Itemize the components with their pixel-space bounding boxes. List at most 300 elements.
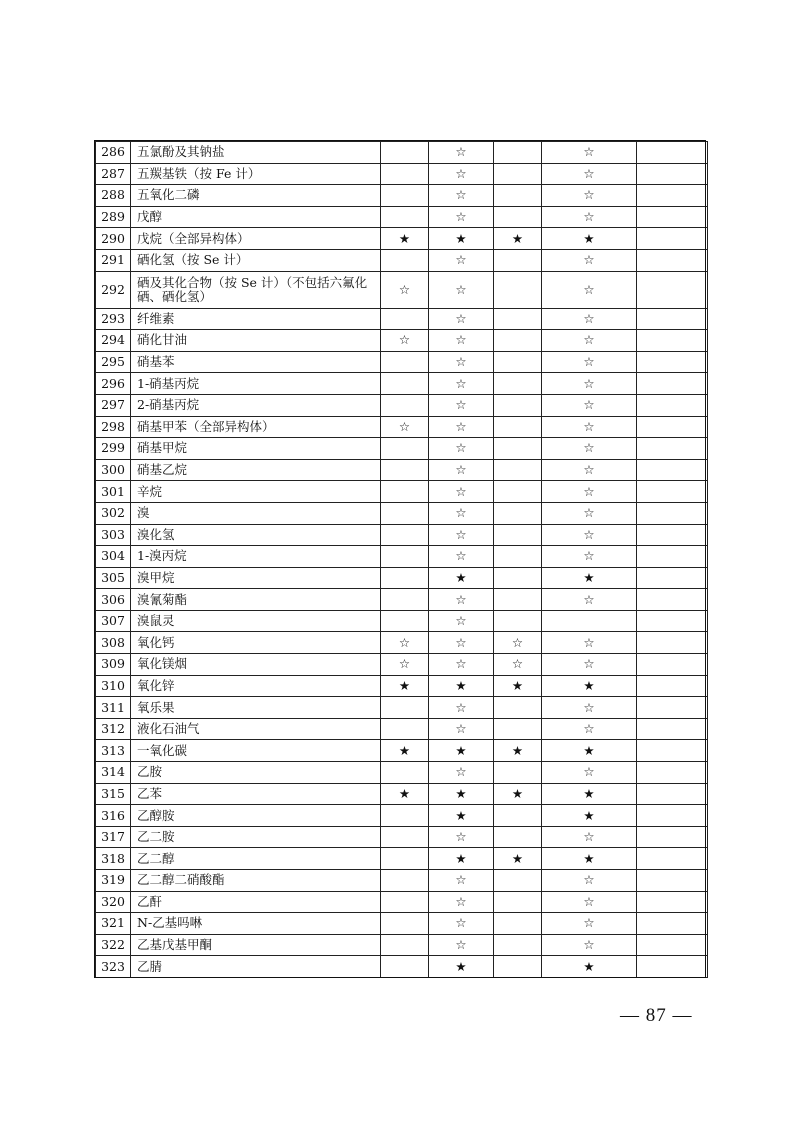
mark-cell (494, 546, 542, 568)
mark-cell: ★ (381, 228, 429, 250)
mark-cell (494, 502, 542, 524)
mark-cell (381, 438, 429, 460)
mark-cell (381, 913, 429, 935)
mark-cell (637, 524, 708, 546)
mark-cell (494, 308, 542, 330)
substance-name: 硒及其化合物（按 Se 计）（不包括六氟化硒、硒化氢） (131, 271, 381, 308)
mark-cell: ☆ (542, 502, 637, 524)
mark-cell: ☆ (429, 438, 494, 460)
row-number: 291 (96, 249, 131, 271)
mark-cell: ☆ (429, 373, 494, 395)
row-number: 289 (96, 206, 131, 228)
mark-cell: ★ (542, 848, 637, 870)
substance-name: 氧化锌 (131, 675, 381, 697)
mark-cell (637, 826, 708, 848)
table-row (96, 308, 708, 330)
mark-cell: ★ (542, 740, 637, 762)
table-row (96, 718, 708, 740)
mark-cell: ☆ (429, 697, 494, 719)
table-row (96, 783, 708, 805)
mark-cell (637, 870, 708, 892)
mark-cell (637, 805, 708, 827)
table-row (96, 546, 708, 568)
mark-cell: ☆ (429, 502, 494, 524)
table-row (96, 589, 708, 611)
table-row (96, 870, 708, 892)
row-number: 287 (96, 163, 131, 185)
mark-cell (494, 956, 542, 978)
mark-cell: ☆ (542, 654, 637, 676)
table-row (96, 271, 708, 308)
mark-cell (637, 632, 708, 654)
mark-cell (381, 956, 429, 978)
mark-cell: ★ (381, 740, 429, 762)
mark-cell (637, 718, 708, 740)
mark-cell: ★ (494, 848, 542, 870)
mark-cell (381, 697, 429, 719)
mark-cell (381, 502, 429, 524)
row-number: 297 (96, 394, 131, 416)
mark-cell: ☆ (494, 632, 542, 654)
table-row (96, 502, 708, 524)
row-number: 293 (96, 308, 131, 330)
mark-cell: ☆ (429, 271, 494, 308)
mark-cell: ☆ (429, 654, 494, 676)
mark-cell: ☆ (429, 870, 494, 892)
mark-cell (637, 546, 708, 568)
mark-cell: ☆ (429, 718, 494, 740)
mark-cell: ☆ (381, 632, 429, 654)
row-number: 314 (96, 762, 131, 784)
substance-name: 五氧化二磷 (131, 185, 381, 207)
table-row (96, 740, 708, 762)
mark-cell (494, 805, 542, 827)
mark-cell (637, 762, 708, 784)
mark-cell (637, 654, 708, 676)
substance-name: 一氧化碳 (131, 740, 381, 762)
mark-cell: ★ (429, 783, 494, 805)
mark-cell (637, 481, 708, 503)
row-number: 311 (96, 697, 131, 719)
mark-cell (637, 249, 708, 271)
mark-cell (381, 718, 429, 740)
row-number: 312 (96, 718, 131, 740)
mark-cell (637, 142, 708, 164)
mark-cell: ★ (542, 805, 637, 827)
mark-cell: ☆ (542, 718, 637, 740)
mark-cell (637, 610, 708, 632)
mark-cell (494, 373, 542, 395)
row-number: 304 (96, 546, 131, 568)
mark-cell (381, 459, 429, 481)
mark-cell: ★ (429, 675, 494, 697)
row-number: 306 (96, 589, 131, 611)
mark-cell (494, 142, 542, 164)
mark-cell: ☆ (429, 142, 494, 164)
mark-cell (494, 459, 542, 481)
mark-cell: ★ (381, 675, 429, 697)
mark-cell (381, 934, 429, 956)
mark-cell (637, 308, 708, 330)
mark-cell (637, 185, 708, 207)
mark-cell (637, 589, 708, 611)
mark-cell (637, 206, 708, 228)
mark-cell: ☆ (381, 654, 429, 676)
substance-name: 2-硝基丙烷 (131, 394, 381, 416)
row-number: 321 (96, 913, 131, 935)
table-row (96, 826, 708, 848)
mark-cell: ☆ (429, 416, 494, 438)
table-row (96, 142, 708, 164)
substance-name: 纤维素 (131, 308, 381, 330)
mark-cell (494, 870, 542, 892)
mark-cell (494, 610, 542, 632)
row-number: 316 (96, 805, 131, 827)
mark-cell (494, 567, 542, 589)
substance-name: 氧化镁烟 (131, 654, 381, 676)
mark-cell (381, 870, 429, 892)
mark-cell (381, 546, 429, 568)
table-row (96, 373, 708, 395)
mark-cell: ★ (542, 567, 637, 589)
table-row (96, 163, 708, 185)
mark-cell: ☆ (542, 589, 637, 611)
row-number: 292 (96, 271, 131, 308)
table-row (96, 913, 708, 935)
substance-name: 溴鼠灵 (131, 610, 381, 632)
mark-cell (637, 567, 708, 589)
mark-cell: ☆ (494, 654, 542, 676)
substance-name: 乙基戊基甲酮 (131, 934, 381, 956)
mark-cell (381, 610, 429, 632)
mark-cell (494, 913, 542, 935)
mark-cell (637, 394, 708, 416)
mark-cell (494, 589, 542, 611)
row-number: 315 (96, 783, 131, 805)
mark-cell: ☆ (542, 394, 637, 416)
mark-cell (494, 163, 542, 185)
substance-name: 乙胺 (131, 762, 381, 784)
mark-cell (381, 589, 429, 611)
mark-cell: ☆ (542, 870, 637, 892)
substance-table (95, 141, 708, 978)
mark-cell: ★ (494, 675, 542, 697)
mark-cell (637, 848, 708, 870)
mark-cell: ☆ (542, 206, 637, 228)
mark-cell (494, 697, 542, 719)
mark-cell: ☆ (542, 185, 637, 207)
substance-name: 硝基苯 (131, 351, 381, 373)
mark-cell (637, 675, 708, 697)
mark-cell: ☆ (381, 271, 429, 308)
mark-cell: ☆ (381, 416, 429, 438)
mark-cell: ☆ (542, 762, 637, 784)
mark-cell (637, 416, 708, 438)
mark-cell (637, 956, 708, 978)
row-number: 318 (96, 848, 131, 870)
row-number: 301 (96, 481, 131, 503)
mark-cell: ☆ (381, 330, 429, 352)
mark-cell: ☆ (429, 891, 494, 913)
mark-cell (637, 459, 708, 481)
substance-name: N-乙基吗啉 (131, 913, 381, 935)
table-row (96, 351, 708, 373)
mark-cell (637, 351, 708, 373)
mark-cell (381, 762, 429, 784)
table-row (96, 632, 708, 654)
substance-name: 液化石油气 (131, 718, 381, 740)
table-row (96, 249, 708, 271)
mark-cell: ☆ (542, 142, 637, 164)
table-body (96, 142, 708, 978)
mark-cell (381, 848, 429, 870)
substance-name: 硝基甲烷 (131, 438, 381, 460)
mark-cell: ☆ (542, 416, 637, 438)
mark-cell (494, 762, 542, 784)
substance-name: 硝化甘油 (131, 330, 381, 352)
substance-name: 乙醇胺 (131, 805, 381, 827)
mark-cell (494, 271, 542, 308)
row-number: 309 (96, 654, 131, 676)
mark-cell: ★ (429, 740, 494, 762)
mark-cell (381, 891, 429, 913)
mark-cell: ☆ (429, 524, 494, 546)
mark-cell: ☆ (542, 826, 637, 848)
substance-name: 溴化氢 (131, 524, 381, 546)
substance-name: 乙二醇二硝酸酯 (131, 870, 381, 892)
mark-cell (637, 783, 708, 805)
mark-cell: ★ (429, 228, 494, 250)
row-number: 319 (96, 870, 131, 892)
mark-cell: ☆ (429, 330, 494, 352)
mark-cell: ★ (542, 956, 637, 978)
mark-cell (494, 934, 542, 956)
mark-cell (381, 185, 429, 207)
mark-cell (381, 805, 429, 827)
mark-cell: ☆ (542, 481, 637, 503)
mark-cell: ★ (381, 783, 429, 805)
row-number: 296 (96, 373, 131, 395)
mark-cell: ★ (429, 805, 494, 827)
mark-cell: ★ (494, 740, 542, 762)
substance-name: 1-硝基丙烷 (131, 373, 381, 395)
substance-name: 戊醇 (131, 206, 381, 228)
row-number: 290 (96, 228, 131, 250)
table-row (96, 524, 708, 546)
mark-cell: ☆ (429, 610, 494, 632)
row-number: 310 (96, 675, 131, 697)
row-number: 307 (96, 610, 131, 632)
substance-name: 1-溴丙烷 (131, 546, 381, 568)
table-row (96, 697, 708, 719)
mark-cell: ☆ (542, 546, 637, 568)
mark-cell: ★ (429, 848, 494, 870)
table-row (96, 934, 708, 956)
substance-name: 乙腈 (131, 956, 381, 978)
row-number: 295 (96, 351, 131, 373)
substance-name: 氧乐果 (131, 697, 381, 719)
row-number: 322 (96, 934, 131, 956)
mark-cell: ☆ (429, 249, 494, 271)
mark-cell: ☆ (542, 308, 637, 330)
mark-cell: ☆ (429, 351, 494, 373)
mark-cell: ☆ (542, 249, 637, 271)
substance-name: 乙苯 (131, 783, 381, 805)
mark-cell: ☆ (429, 394, 494, 416)
table-row (96, 848, 708, 870)
mark-cell: ☆ (429, 163, 494, 185)
substance-name: 乙二醇 (131, 848, 381, 870)
table-row (96, 206, 708, 228)
substance-name: 戊烷（全部异构体） (131, 228, 381, 250)
mark-cell (381, 826, 429, 848)
row-number: 302 (96, 502, 131, 524)
table-row (96, 228, 708, 250)
row-number: 298 (96, 416, 131, 438)
mark-cell: ☆ (542, 632, 637, 654)
mark-cell: ☆ (429, 459, 494, 481)
mark-cell (637, 697, 708, 719)
mark-cell (381, 481, 429, 503)
mark-cell: ☆ (429, 308, 494, 330)
mark-cell (494, 185, 542, 207)
mark-cell: ☆ (429, 632, 494, 654)
substance-name: 乙二胺 (131, 826, 381, 848)
mark-cell: ★ (429, 956, 494, 978)
mark-cell: ☆ (542, 351, 637, 373)
mark-cell (637, 438, 708, 460)
table-row (96, 394, 708, 416)
row-number: 323 (96, 956, 131, 978)
row-number: 286 (96, 142, 131, 164)
table-row (96, 956, 708, 978)
table-row (96, 459, 708, 481)
mark-cell (494, 206, 542, 228)
mark-cell (381, 308, 429, 330)
mark-cell: ☆ (429, 826, 494, 848)
page-number: — 87 — (620, 1005, 693, 1026)
mark-cell (494, 438, 542, 460)
substance-name: 硒化氢（按 Se 计） (131, 249, 381, 271)
mark-cell (381, 373, 429, 395)
mark-cell (637, 740, 708, 762)
mark-cell (494, 718, 542, 740)
mark-cell (637, 228, 708, 250)
table-row (96, 654, 708, 676)
substance-name: 五羰基铁（按 Fe 计） (131, 163, 381, 185)
mark-cell: ☆ (429, 546, 494, 568)
mark-cell: ★ (429, 567, 494, 589)
substance-name: 溴 (131, 502, 381, 524)
row-number: 317 (96, 826, 131, 848)
mark-cell (637, 330, 708, 352)
mark-cell (494, 524, 542, 546)
mark-cell (381, 394, 429, 416)
table-row (96, 481, 708, 503)
mark-cell: ☆ (542, 330, 637, 352)
row-number: 294 (96, 330, 131, 352)
mark-cell: ☆ (429, 934, 494, 956)
table-row (96, 805, 708, 827)
substance-name: 五氯酚及其钠盐 (131, 142, 381, 164)
mark-cell (381, 206, 429, 228)
mark-cell: ☆ (542, 373, 637, 395)
mark-cell (381, 524, 429, 546)
mark-cell (381, 351, 429, 373)
mark-cell (637, 271, 708, 308)
mark-cell: ☆ (429, 206, 494, 228)
mark-cell: ☆ (429, 589, 494, 611)
mark-cell: ☆ (542, 934, 637, 956)
mark-cell: ☆ (429, 185, 494, 207)
mark-cell (494, 394, 542, 416)
substance-name: 氧化钙 (131, 632, 381, 654)
table-row (96, 675, 708, 697)
row-number: 299 (96, 438, 131, 460)
mark-cell (494, 481, 542, 503)
row-number: 305 (96, 567, 131, 589)
mark-cell (494, 891, 542, 913)
substance-name: 溴氰菊酯 (131, 589, 381, 611)
row-number: 308 (96, 632, 131, 654)
mark-cell (381, 163, 429, 185)
substance-name: 辛烷 (131, 481, 381, 503)
mark-cell (494, 826, 542, 848)
mark-cell: ☆ (429, 762, 494, 784)
table-row (96, 762, 708, 784)
mark-cell: ★ (542, 783, 637, 805)
mark-cell: ★ (542, 675, 637, 697)
table-row (96, 438, 708, 460)
substance-name: 溴甲烷 (131, 567, 381, 589)
row-number: 300 (96, 459, 131, 481)
mark-cell: ☆ (429, 913, 494, 935)
mark-cell (494, 249, 542, 271)
table-row (96, 416, 708, 438)
table-row (96, 891, 708, 913)
table-row (96, 185, 708, 207)
mark-cell (637, 163, 708, 185)
mark-cell (381, 567, 429, 589)
mark-cell (637, 891, 708, 913)
mark-cell (637, 373, 708, 395)
mark-cell: ★ (542, 228, 637, 250)
mark-cell: ☆ (542, 913, 637, 935)
mark-cell: ☆ (542, 163, 637, 185)
table-row (96, 330, 708, 352)
table-row (96, 610, 708, 632)
mark-cell (637, 934, 708, 956)
mark-cell: ☆ (542, 891, 637, 913)
mark-cell (637, 913, 708, 935)
mark-cell (381, 249, 429, 271)
mark-cell (381, 142, 429, 164)
mark-cell: ☆ (542, 459, 637, 481)
mark-cell (542, 610, 637, 632)
mark-cell: ★ (494, 783, 542, 805)
mark-cell: ☆ (542, 697, 637, 719)
mark-cell (494, 351, 542, 373)
row-number: 320 (96, 891, 131, 913)
row-number: 303 (96, 524, 131, 546)
substance-name: 乙酐 (131, 891, 381, 913)
mark-cell: ★ (494, 228, 542, 250)
table-row (96, 567, 708, 589)
mark-cell: ☆ (542, 524, 637, 546)
row-number: 288 (96, 185, 131, 207)
mark-cell: ☆ (542, 271, 637, 308)
substance-name: 硝基甲苯（全部异构体） (131, 416, 381, 438)
